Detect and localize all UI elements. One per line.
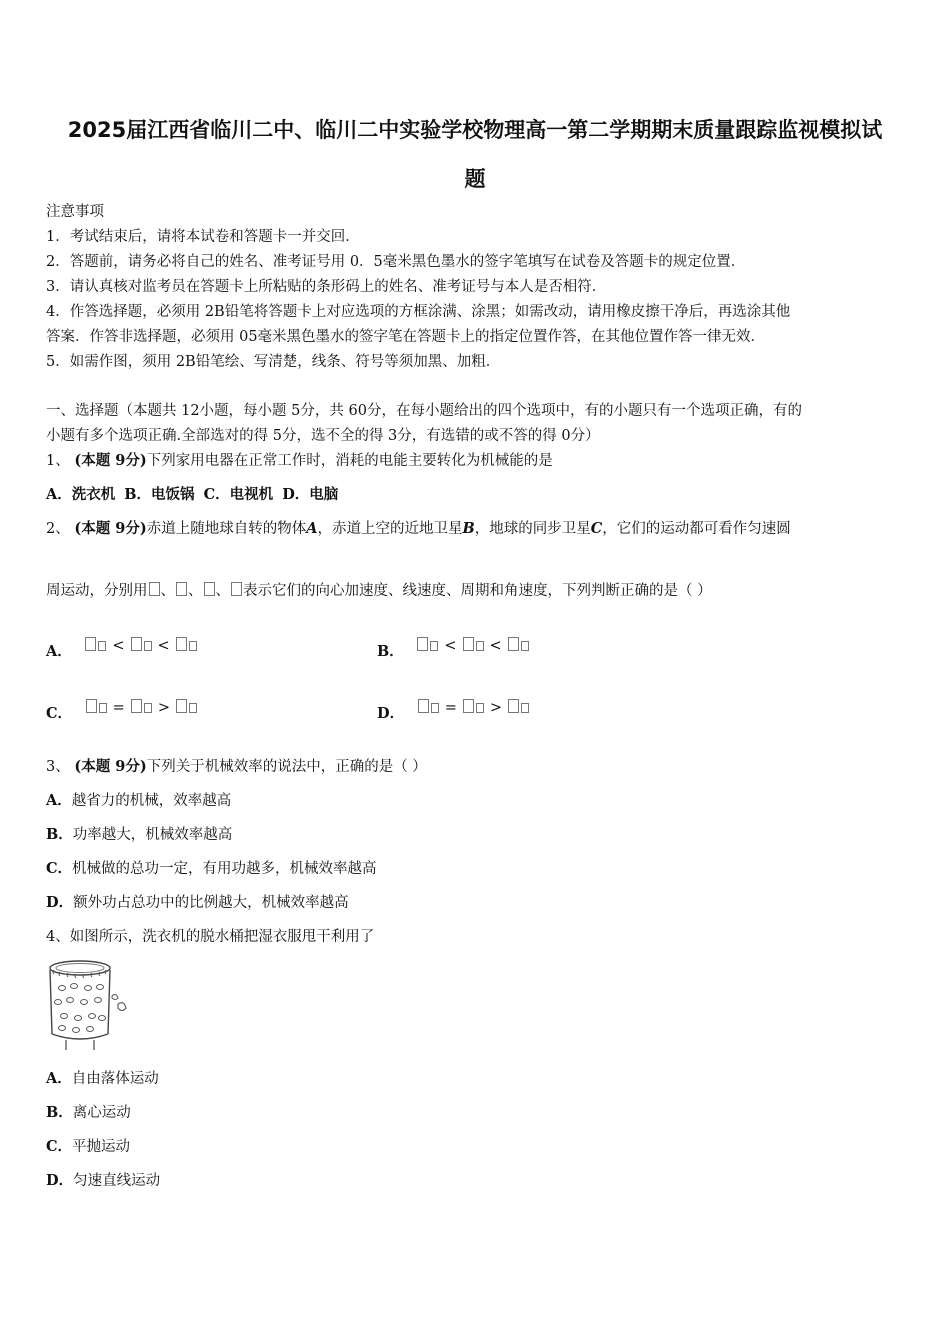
notice-item-5: 5．如需作图，须用 2B铅笔绘、写清楚，线条、符号等须加黑、加粗． — [46, 354, 501, 370]
missing-symbol-icon — [144, 641, 152, 651]
equals: = — [444, 700, 457, 716]
q2-option-c — [46, 702, 198, 723]
q1-number: 1、 — [46, 453, 70, 469]
q2-line2-b: 表示它们的向心加速度、线速度、周期和角速度，下列判断正确的是（ ） — [243, 583, 712, 599]
question-2 — [46, 519, 791, 539]
missing-symbol-icon — [463, 699, 474, 713]
notice-heading: 注意事项 — [46, 204, 104, 220]
q2-option-a-label: A． — [46, 643, 72, 660]
q2-sep-3: 、 — [215, 583, 230, 599]
greater-than: > — [157, 700, 170, 716]
q2-option-c-expr — [85, 700, 198, 716]
missing-symbol-icon — [476, 703, 484, 713]
q2-option-a — [46, 640, 198, 661]
q3-text: 下列关于机械效率的说法中，正确的是（ ） — [146, 759, 427, 775]
missing-symbol-icon — [176, 582, 187, 596]
question-1 — [46, 451, 553, 471]
q2-text-b: ，赤道上空的近地卫星 — [317, 521, 463, 537]
q3-option-a — [46, 791, 231, 811]
exam-title-line2: 题 — [464, 167, 486, 191]
option-text: 功率越大，机械效率越高 — [72, 827, 233, 843]
option-letter: B． — [46, 1104, 73, 1121]
q2-text-a: 赤道上随地球自转的物体 — [146, 521, 307, 537]
missing-symbol-icon — [430, 641, 438, 651]
notice-item-4-cont: 答案．作答非选择题，必须用 05毫米黑色墨水的签字笔在答题卡上的指定位置作答，在其他位置作答一律无效． — [46, 329, 766, 345]
q2-object-a: A — [306, 520, 318, 537]
missing-symbol-icon — [508, 637, 519, 651]
missing-symbol-icon — [418, 699, 429, 713]
missing-symbol-icon — [189, 641, 197, 651]
q4-option-b — [46, 1103, 131, 1123]
q3-option-d — [46, 893, 349, 913]
q2-option-c-label: C． — [46, 705, 73, 722]
option-letter: A． — [46, 1070, 72, 1087]
option-text: 越省力的机械，效率越高 — [71, 793, 232, 809]
option-letter: A． — [46, 792, 72, 809]
q1-options: A．洗衣机 B．电饭锅 C．电视机 D．电脑 — [46, 486, 339, 503]
option-text: 额外功占总功中的比例越大，机械效率越高 — [73, 895, 349, 911]
q2-option-b-expr — [416, 638, 529, 654]
q2-text-c: ，地球的同步卫星 — [474, 521, 591, 537]
missing-symbol-icon — [476, 641, 484, 651]
section-heading-line2: 小题有多个选项正确.全部选对的得 5分，选不全的得 3分，有选错的或不答的得 0分） — [46, 428, 600, 444]
notice-item-3: 3．请认真核对监考员在答题卡上所粘贴的条形码上的姓名、准考证号与本人是否相符． — [46, 279, 607, 295]
notice-item-4: 4．作答选择题，必须用 2B铅笔将答题卡上对应选项的方框涂满、涂黑；如需改动，请用橡皮擦干净后，再选涂其他 — [46, 304, 791, 320]
missing-symbol-icon — [144, 703, 152, 713]
option-letter: C． — [46, 860, 73, 877]
missing-symbol-icon — [131, 699, 142, 713]
missing-symbol-icon — [176, 637, 187, 651]
q2-option-d — [377, 702, 530, 723]
question-4: 4、如图所示，洗衣机的脱水桶把湿衣服甩干利用了 — [46, 929, 375, 945]
q3-points: (本题 9分) — [74, 758, 147, 775]
q2-object-b: B — [462, 520, 475, 537]
q3-option-b — [46, 825, 232, 845]
missing-symbol-icon — [99, 703, 107, 713]
q2-sep-1: 、 — [160, 583, 175, 599]
missing-symbol-icon — [98, 641, 106, 651]
q2-line2-a: 周运动，分别用 — [46, 583, 148, 599]
q2-points: (本题 9分) — [74, 520, 147, 537]
q2-line2 — [46, 581, 712, 601]
q3-number: 3、 — [46, 759, 70, 775]
less-than: < — [157, 638, 170, 654]
option-letter: D． — [46, 894, 74, 911]
less-than: < — [489, 638, 502, 654]
missing-symbol-icon — [204, 582, 215, 596]
q2-option-b — [377, 640, 530, 661]
question-3 — [46, 757, 427, 777]
missing-symbol-icon — [431, 703, 439, 713]
q4-option-a — [46, 1069, 159, 1089]
option-text: 离心运动 — [72, 1105, 131, 1121]
q2-object-c: C — [590, 520, 603, 537]
q3-option-c — [46, 859, 377, 879]
missing-symbol-icon — [85, 637, 96, 651]
less-than: < — [444, 638, 457, 654]
missing-symbol-icon — [521, 641, 529, 651]
option-text: 匀速直线运动 — [73, 1173, 161, 1189]
washing-machine-drum-figure — [44, 958, 144, 1054]
missing-symbol-icon — [463, 637, 474, 651]
missing-symbol-icon — [131, 637, 142, 651]
option-letter: D． — [46, 1172, 74, 1189]
notice-item-1: 1．考试结束后，请将本试卷和答题卡一并交回． — [46, 229, 360, 245]
missing-symbol-icon — [417, 637, 428, 651]
q4-option-c — [46, 1137, 130, 1157]
q4-option-d — [46, 1171, 160, 1191]
q2-sep-2: 、 — [188, 583, 203, 599]
missing-symbol-icon — [231, 582, 242, 596]
q2-option-d-expr — [417, 700, 530, 716]
q2-text-d: ，它们的运动都可看作匀速圆 — [602, 521, 791, 537]
equals: = — [112, 700, 125, 716]
missing-symbol-icon — [508, 699, 519, 713]
missing-symbol-icon — [149, 582, 160, 596]
option-letter: C． — [46, 1138, 73, 1155]
notice-item-2: 2．答题前，请务必将自己的姓名、准考证号用 0．5毫米黑色墨水的签字笔填写在试卷及答题卡的规定位置． — [46, 254, 746, 270]
q1-text: 下列家用电器在正常工作时，消耗的电能主要转化为机械能的是 — [146, 453, 553, 469]
less-than: < — [112, 638, 125, 654]
missing-symbol-icon — [86, 699, 97, 713]
exam-title-line1: 2025届江西省临川二中、临川二中实验学校物理高一第二学期期末质量跟踪监视模拟试 — [67, 118, 883, 142]
q2-number: 2、 — [46, 521, 70, 537]
missing-symbol-icon — [176, 699, 187, 713]
q2-option-a-expr — [84, 638, 197, 654]
q2-option-b-label: B． — [377, 643, 404, 660]
missing-symbol-icon — [189, 703, 197, 713]
option-text: 机械做的总功一定，有用功越多，机械效率越高 — [72, 861, 377, 877]
section-heading-line1: 一、选择题（本题共 12小题，每小题 5分，共 60分，在每小题给出的四个选项中，有的小题只有一个选项正确，有的 — [46, 403, 802, 419]
option-letter: B． — [46, 826, 73, 843]
greater-than: > — [489, 700, 502, 716]
q1-points: (本题 9分) — [74, 452, 147, 469]
q2-option-d-label: D． — [377, 705, 405, 722]
missing-symbol-icon — [521, 703, 529, 713]
option-text: 自由落体运动 — [71, 1071, 159, 1087]
option-text: 平抛运动 — [72, 1139, 131, 1155]
